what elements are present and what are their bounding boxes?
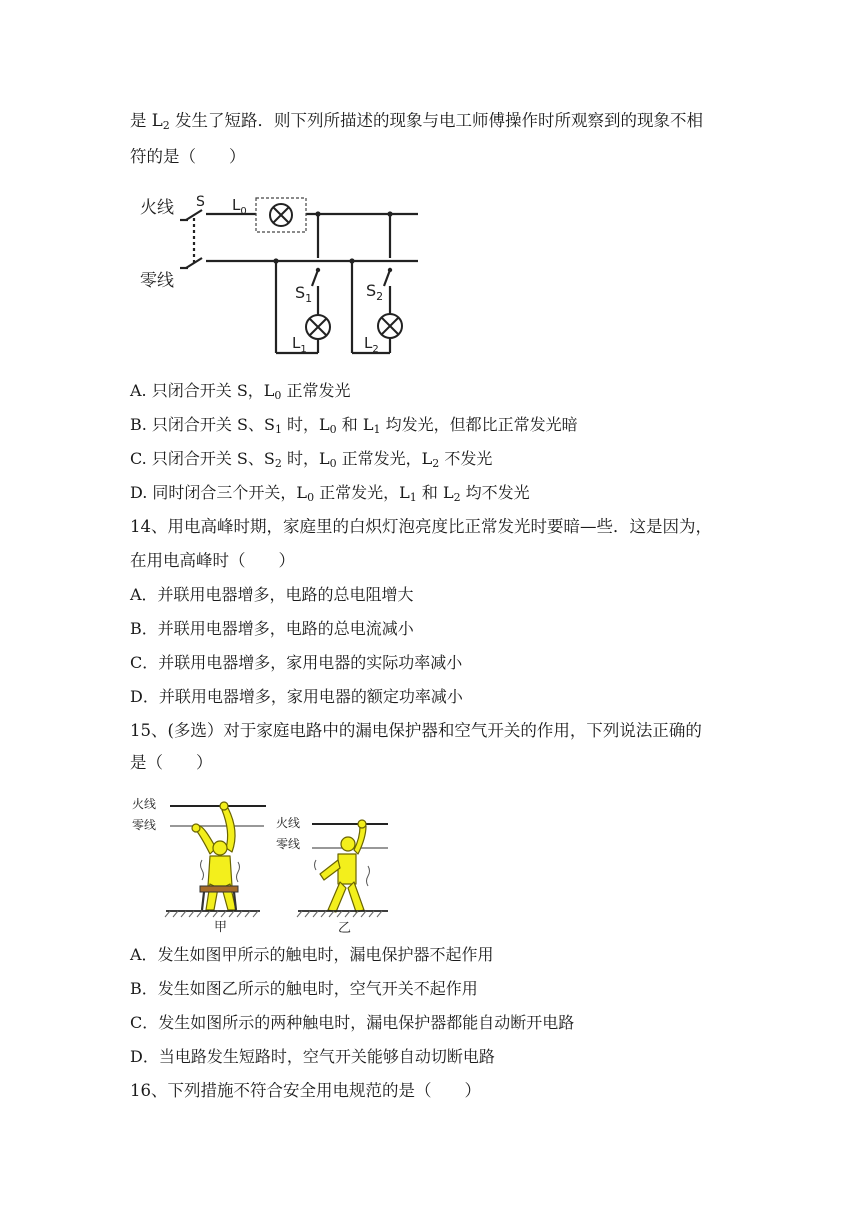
q15-stem-line1: 15、(多选）对于家庭电路中的漏电保护器和空气开关的作用，下列说法正确的 (130, 721, 702, 740)
q14-option-a: A．并联用电器增多，电路的总电阻增大 (130, 585, 414, 604)
label-l0: $L_0$ (232, 196, 247, 217)
lamp-l2 (378, 314, 402, 338)
q14-option-d: D．并联用电器增多，家用电器的额定功率减小 (130, 687, 463, 706)
q15-option-c: C．发生如图所示的两种触电时，漏电保护器都能自动断开电路 (130, 1013, 575, 1032)
label-s: S (196, 194, 205, 210)
yi-label-neutral: 零线 (276, 837, 301, 851)
jia-label-neutral: 零线 (132, 818, 157, 832)
lamp-l0 (270, 204, 292, 226)
label-l2: $L_2$ (364, 334, 379, 355)
q13-option-a: A. 只闭合开关 S，$L_0$ 正常发光 (130, 381, 351, 402)
label-neutral: 零线 (140, 271, 174, 291)
yi-label-live: 火线 (276, 816, 301, 830)
q13-intro-line1: 是 $L_2$ 发生了短路．则下列所描述的现象与电工师傅操作时所观察到的现象不相 (130, 111, 703, 132)
label-s1: $S_1$ (295, 283, 313, 305)
electric-shock-figure (130, 790, 400, 938)
caption-yi: 乙 (338, 921, 352, 936)
panel-jia (132, 796, 266, 935)
q14-stem-line1: 14、用电高峰时期，家庭里的白炽灯泡亮度比正常发光时要暗—些．这是因为， (130, 517, 712, 536)
panel-yi (276, 815, 388, 936)
q16-stem-line1: 16、下列措施不符合安全用电规范的是（ ） (130, 1081, 481, 1100)
q15-option-b: B．发生如图乙所示的触电时，空气开关不起作用 (130, 979, 478, 998)
person-jia (192, 802, 236, 910)
q15-option-a: A．发生如图甲所示的触电时，漏电保护器不起作用 (130, 945, 494, 964)
jia-label-live: 火线 (132, 797, 157, 811)
circuit-diagram (136, 188, 426, 358)
q14-option-c: C．并联用电器增多，家用电器的实际功率减小 (130, 653, 463, 672)
label-s2: $S_2$ (366, 281, 384, 303)
q14-option-b: B．并联用电器增多，电路的总电流减小 (130, 619, 414, 638)
q13-option-b: B. 只闭合开关 S、$S_1$ 时，$L_0$ 和 $L_1$ 均发光，但都比正常发光暗 (130, 415, 578, 436)
person-yi (320, 820, 366, 912)
q15-stem-line2: 是（ ） (130, 753, 213, 772)
q13-option-c: C. 只闭合开关 S、$S_2$ 时，$L_0$ 正常发光，$L_2$ 不发光 (130, 449, 493, 470)
q14-stem-line2: 在用电高峰时（ ） (130, 551, 295, 570)
q13-option-d: D. 同时闭合三个开关，$L_0$ 正常发光，$L_1$ 和 $L_2$ 均不发光 (130, 483, 530, 504)
label-live: 火线 (140, 198, 174, 218)
q15-option-d: D．当电路发生短路时，空气开关能够自动切断电路 (130, 1047, 495, 1066)
caption-jia: 甲 (214, 920, 228, 935)
label-l1: $L_1$ (292, 334, 307, 355)
q13-intro-line2: 符的是（ ） (130, 147, 246, 166)
lamp-l1 (306, 315, 330, 339)
